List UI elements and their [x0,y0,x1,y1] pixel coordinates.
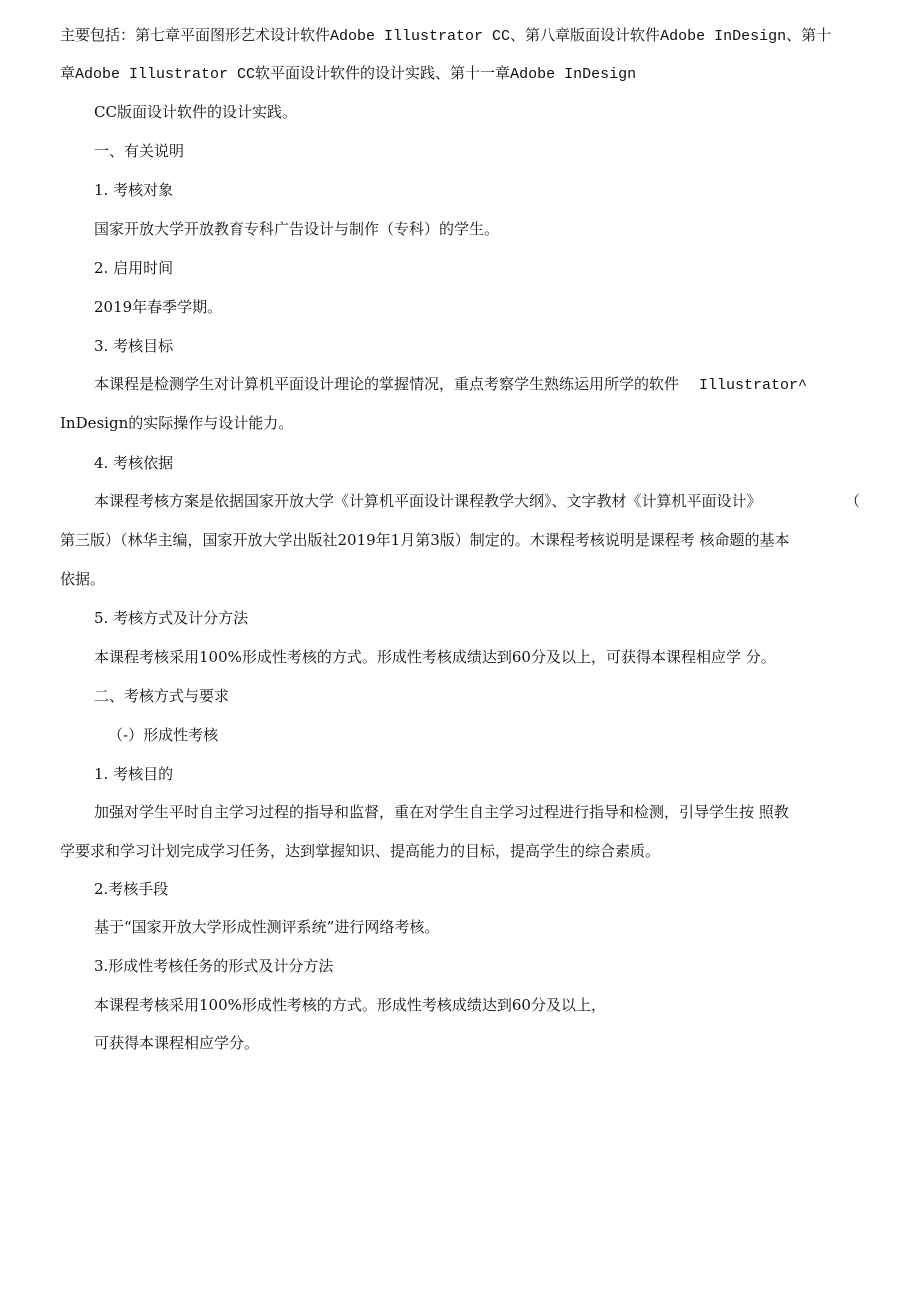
paragraph-line [60,63,636,85]
item-body: 国家开放大学开放教育专科广告设计与制作（专科）的学生。 [94,220,500,238]
item-body: 依据。 [60,570,106,588]
text-span: Illustrator^ [699,377,808,394]
item-body: 2019年春季学期。 [94,298,223,316]
item-body: 可获得本课程相应学分。 [94,1034,260,1052]
item-heading: 2. 启用时间 [94,259,174,277]
text-span: （ [844,492,860,510]
item-heading: 4. 考核依据 [94,454,174,472]
paragraph-line: CC版面设计软件的设计实践。 [94,103,297,121]
item-body: 加强对学生平时自主学习过程的指导和监督，重在对学生自主学习过程进行指导和检测，引导学生按 照教 [94,803,789,821]
item-heading: 2.考核手段 [94,880,169,898]
section-heading: 一、有关说明 [94,142,185,160]
item-body: 第三版）（林华主编，国家开放大学出版社2019年1月第3版）制定的。木课程考核说明是课程考 核命题的基本 [60,531,790,549]
item-body [94,374,807,396]
item-body: 学要求和学习计划完成学习任务，达到掌握知识、提高能力的目标，提高学生的综合素质。 [60,842,661,860]
text-span: Adobe InDesign [510,66,637,83]
paragraph-line [60,25,831,47]
item-heading: 1. 考核对象 [94,181,174,199]
text-span: Adobe Illustrator CC [75,66,256,83]
item-heading: 5. 考核方式及计分方法 [94,609,249,627]
text-span: 、第八章版面设计软件 [510,26,661,44]
section-heading: 二、考核方式与要求 [94,687,230,705]
item-body [94,491,860,511]
subsection-heading: （-）形成性考核 [108,726,219,744]
text-span: 本课程考核方案是依据国家开放大学《计算机平面设计课程教学大纲》、文字教材《计算机平面设计》 [94,492,762,510]
item-heading: 1. 考核目的 [94,765,174,783]
text-span: 软平面设计软件的设计实践、第十一章 [255,64,511,82]
item-heading: 3. 考核目标 [94,337,174,355]
text-span: 本课程是检测学生对计算机平面设计理论的掌握情况，重点考察学生熟练运用所学的软件 [94,375,680,393]
item-body: 本课程考核采用100%形成性考核的方式。形成性考核成绩达到60分及以上，可获得本课程相应学 分。 [94,648,776,666]
text-span: Adobe Illustrator CC [330,28,511,45]
text-span: 、第十 [786,26,832,44]
item-body: InDesign的实际操作与设计能力。 [60,414,294,432]
item-heading: 3.形成性考核任务的形式及计分方法 [94,957,334,975]
item-body: 基于“国家开放大学形成性测评系统”进行网络考核。 [94,918,440,936]
item-body: 本课程考核采用100%形成性考核的方式。形成性考核成绩达到60分及以上， [94,996,606,1014]
text-span: 章 [60,64,76,82]
text-span: Adobe InDesign [660,28,787,45]
text-span: 主要包括：第七章平面图形艺术设计软件 [60,26,331,44]
